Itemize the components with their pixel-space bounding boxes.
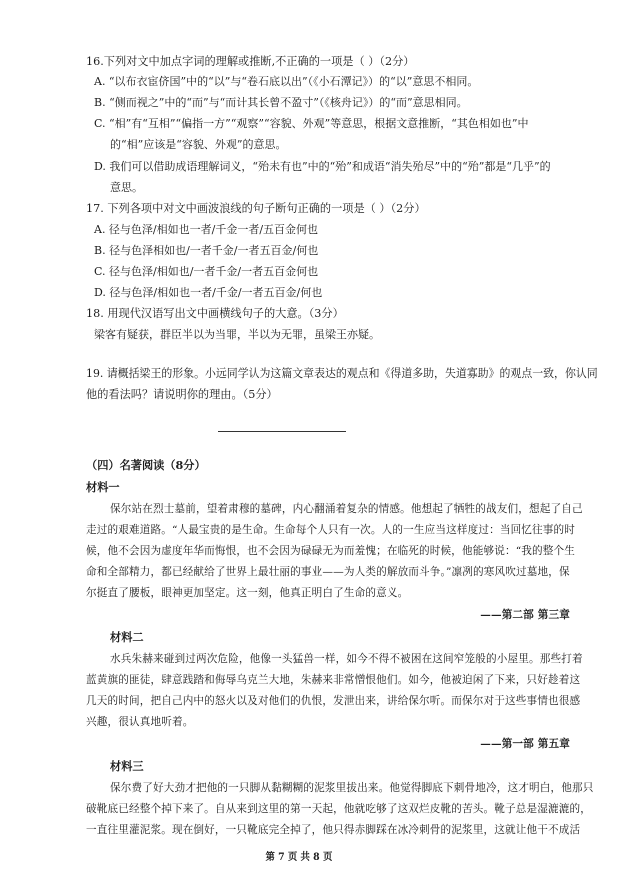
material1-line-2: 走过的艰难道路。“人最宝贵的是生命。生命每个人只有一次。人的一生应当这样度过：当回忆往事的时 — [86, 524, 576, 536]
material1-line-1: 保尔站在烈士墓前，望着肃穆的墓碑，内心翻涌着复杂的情感。他想起了牺牲的战友们，想起了自己 — [110, 503, 583, 515]
q16-option-c-cont: 的“相”应该是“容貌、外观”的意思。 — [110, 138, 287, 151]
material3-line-3: 一直往里灌泥浆。现在倒好，一只靴底完全掉了，他只得赤脚踩在冰冷刺骨的泥浆里，这就让他干不成活 — [86, 824, 581, 836]
material1-label: 材料一 — [86, 480, 120, 494]
q17-option-d: D. 径与色泽/相如也一者/千金/一者五百金/何也 — [94, 286, 323, 299]
material2-line-2: 蓝黄旗的匪徒，肆意践踏和侮辱乌克兰大地，朱赫来非常憎恨他们。如今，他被迫闲了下来，只好趁着这 — [86, 674, 581, 686]
q16-option-d-cont: 意思。 — [110, 181, 143, 194]
q16-option-b: B. “侧而视之”中的“而”与“而计其长曾不盈寸”（《核舟记》）的“而”意思相同。 — [94, 96, 468, 109]
q17-stem: 17. 下列各项中对文中画波浪线的句子断句正确的一项是（ ）（2分） — [86, 202, 426, 215]
section4-title: （四）名著阅读（8分） — [86, 458, 206, 472]
material1-line-4: 命和全部精力，都已经献给了世界上最壮丽的事业——为人类的解放而斗争。”凛冽的寒风吹过墓地，保 — [86, 566, 570, 578]
q17-option-c: C. 径与色泽/相如也/一者千金/一者五百金何也 — [94, 265, 319, 278]
q16-stem: 16.下列对文中加点字词的理解或推断,不正确的一项是（ ）（2分） — [86, 55, 415, 68]
answer-line — [218, 431, 346, 432]
q16-option-d: D. 我们可以借助成语理解词义，“殆未有也”中的“殆”和成语“消失殆尽”中的“殆”都是“几乎”的 — [94, 160, 551, 173]
material3-label: 材料三 — [110, 759, 144, 773]
material2-line-4: 兴趣，很认真地听着。 — [86, 716, 194, 728]
q17-option-a: A. 径与色泽/相如也一者/千金一者/五百金何也 — [94, 223, 319, 236]
page-number: 第 7 页 共 8 页 — [265, 852, 333, 863]
q19-line-2: 他的看法吗？请说明你的理由。（5分） — [86, 388, 278, 401]
material2-line-3: 几天的时间，把自己内中的怒火以及对他们的仇恨，发泄出来，讲给保尔听。而保尔对于这些事情也很感 — [86, 695, 581, 707]
material2-label: 材料二 — [110, 630, 144, 644]
q16-option-a: A. “以布衣宦侪国”中的“以”与“卷石底以出”（《小石潭记》）的“以”意思不相同。 — [94, 75, 479, 88]
material2-source: ——第一部 第五章 — [480, 738, 570, 750]
material3-line-2: 破靴底已经整个掉下来了。自从来到这里的第一天起，他就吃够了这双烂皮靴的苦头。靴子总是湿漉漉的， — [86, 803, 591, 815]
q19-line-1: 19. 请概括梁王的形象。小远同学认为这篇文章表达的观点和《得道多助，失道寡助》的观点一致，你认同 — [86, 367, 598, 380]
material2-line-1: 水兵朱赫来碰到过两次危险，他像一头猛兽一样，如今不得不被困在这间窄笼般的小屋里。那些打着 — [110, 653, 583, 665]
q18-stem: 18. 用现代汉语写出文中画横线句子的大意。（3分） — [86, 307, 344, 320]
material1-line-3: 候，他不会因为虚度年华而悔恨，也不会因为碌碌无为而羞愧；在临死的时候，他能够说：“我的整个生 — [86, 545, 576, 557]
material1-source: ——第二部 第三章 — [480, 609, 570, 621]
q16-option-c: C. “相”有“互相”“偏指一方”“观察”“容貌、外观”等意思，根据文意推断，“其色相如也”中 — [94, 117, 529, 130]
q18-quote: 梁客有疑获，群臣半以为当罪，半以为无罪，虽梁王亦疑。 — [94, 328, 380, 341]
material1-line-5: 尔挺直了腰板，眼神更加坚定。这一刻，他真正明白了生命的意义。 — [86, 587, 409, 599]
material3-line-1: 保尔费了好大劲才把他的一只脚从黏糊糊的泥浆里拔出来。他觉得脚底下刺骨地冷，这才明白，他那只 — [110, 782, 594, 794]
q17-option-b: B. 径与色泽相如也/一者千金/一者五百金/何也 — [94, 244, 319, 257]
